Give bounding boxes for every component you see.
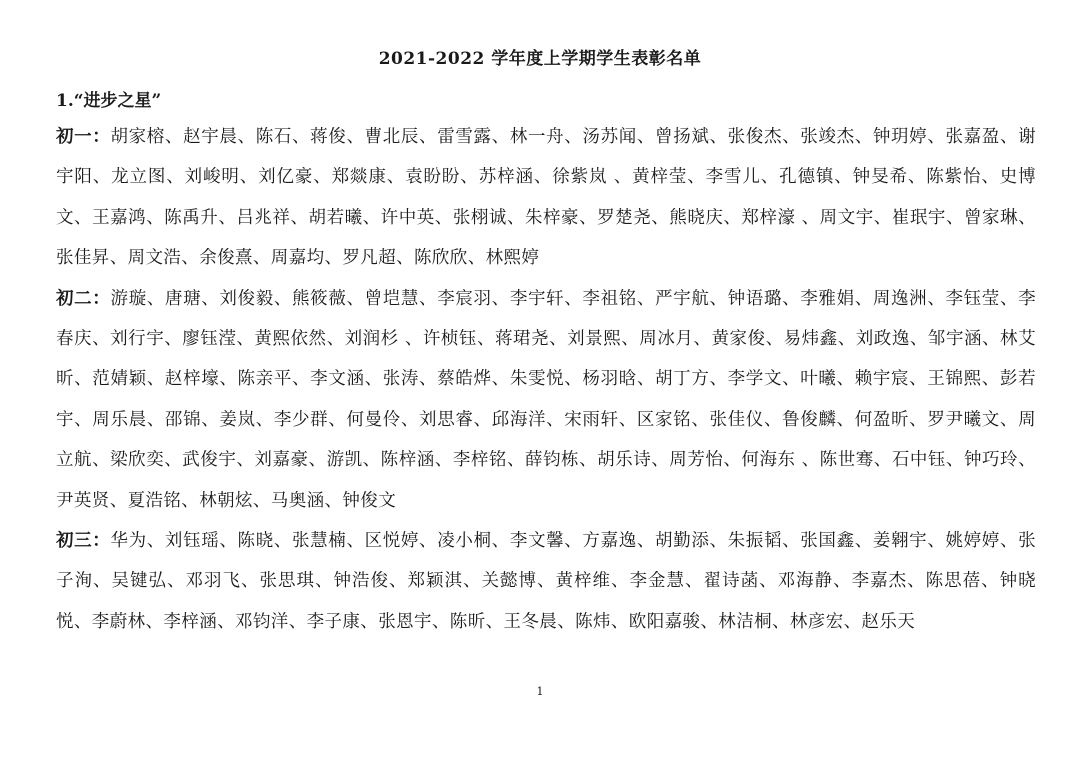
- student-names: 华为、刘钰瑶、陈晓、张慧楠、区悦婷、凌小桐、李文馨、方嘉逸、胡勤添、朱振韬、张国鑫、姜翱宇、姚婷婷、张子洵、吴键弘、邓羽飞、张思琪、钟浩俊、郑颖淇、关懿博、黄梓维、李金慧、翟诗菡、邓海静、李嘉杰、陈思蓓、钟晓悦、李蔚林、李梓涵、邓钧洋、李子康、张恩宇、陈昕、王冬晨、陈炜、欧阳嘉骏、林洁桐、林彦宏、赵乐天: [56, 531, 1036, 632]
- student-names: 游璇、唐瑭、刘俊毅、熊筱薇、曾垲慧、李宸羽、李宇轩、李祖铭、严宇航、钟语璐、李雅娟、周逸洲、李钰莹、李春庆、刘行宇、廖钰滢、黄熙依然、刘润杉 、许桢钰、蒋珺尧、刘景熙、周冰月、黄家俊、易炜鑫、刘政逸、邹宇涵、林艾昕、范婧颖、赵梓壕、陈亲平、李文涵、张涛、蔡皓烨、朱雯悦、杨羽晗、胡丁方、李学文、叶曦、赖宇宸、王锦熙、彭若宇、周乐晨、邵锦、姜岚、李少群、何曼伶、刘思睿、邱海洋、宋雨轩、区家铭、张佳仪、鲁俊麟、何盈昕、罗尹曦文、周立航、梁欣奕、武俊宇、刘嘉豪、游凯、陈梓涵、李梓铭、薛钧栋、胡乐诗、周芳怡、何海东 、陈世骞、石中钰、钟巧玲、尹英贤、夏浩铭、林朝炫、马奥涵、钟俊文: [56, 288, 1036, 511]
- grade-label: 初三：: [56, 531, 111, 552]
- grade-paragraph-grade1: [56, 117, 1036, 279]
- grade-label: 初二：: [56, 288, 111, 309]
- grade-paragraph-grade2: [56, 279, 1036, 521]
- award-list: [56, 117, 1036, 642]
- document-title: 2021-2022 学年度上学期学生表彰名单: [378, 49, 702, 69]
- section-heading: 1.“进步之星”: [56, 91, 162, 111]
- page-number: 1: [536, 685, 544, 698]
- grade-paragraph-grade3: [56, 521, 1036, 642]
- grade-label: 初一：: [56, 127, 111, 147]
- student-names: 胡家榕、赵宇晨、陈石、蒋俊、曹北辰、雷雪露、林一舟、汤苏闻、曾扬斌、张俊杰、张竣杰、钟玥婷、张嘉盈、谢宇阳、龙立图、刘峻明、刘亿豪、郑燚康、袁盼盼、苏梓涵、徐紫岚 、黄梓莹、李雪儿、孔德镇、钟旻希、陈紫怡、史博文、王嘉鸿、陈禹升、吕兆祥、胡若曦、许中英、张栩诚、朱梓豪、罗楚尧、熊晓庆、郑梓濠 、周文宇、崔珉宇、曾家琳、张佳昇、周文浩、余俊熹、周嘉均、罗凡超、陈欣欣、林熙婷: [56, 127, 1036, 269]
